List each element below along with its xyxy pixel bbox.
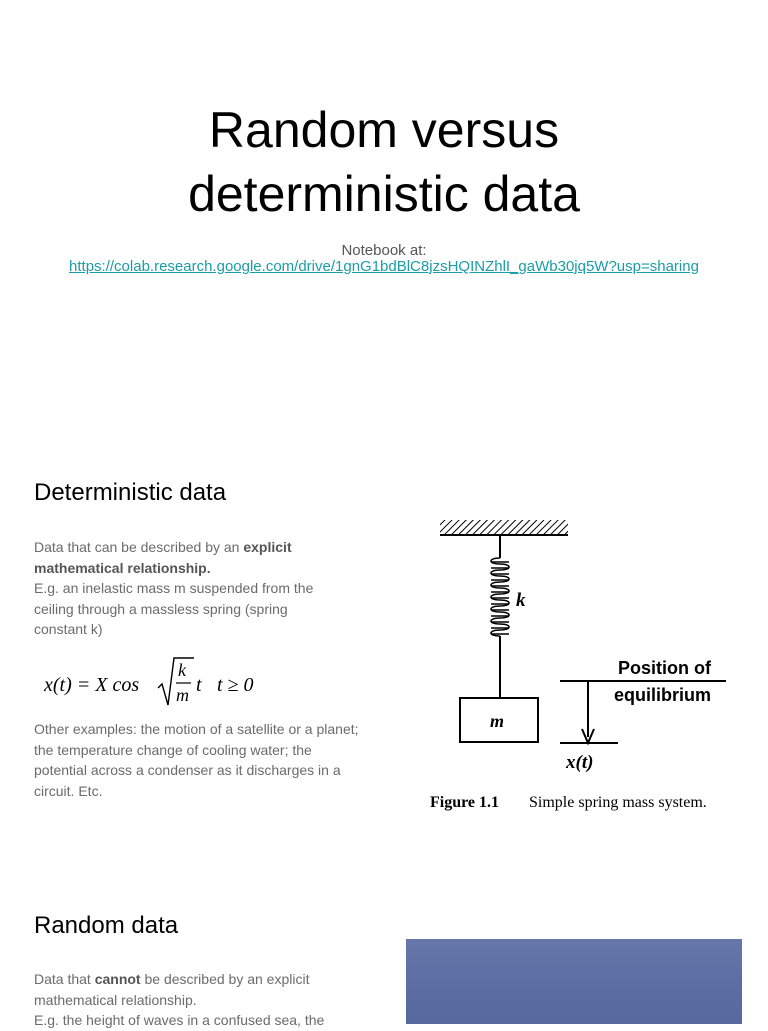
sea-waves-photo <box>406 939 742 1024</box>
spring-coil <box>491 558 509 636</box>
deterministic-example: E.g. an inelastic mass m suspended from the ceiling through a massless spring (spring constant k) <box>34 580 314 637</box>
formula <box>34 652 269 714</box>
random-desc-post: be described by an explicit mathematical relationship. <box>34 971 310 1008</box>
page-title <box>0 98 768 226</box>
equilibrium-label-2: equilibrium <box>614 685 712 705</box>
ceiling-hatch <box>440 520 568 534</box>
figure-caption-number: Figure 1.1 <box>430 794 500 811</box>
mass-label: m <box>490 711 505 731</box>
other-examples: Other examples: the motion of a satellite or a planet; the temperature change of cooling water; the potential across a condenser as it discharges in a circuit. Etc. <box>34 721 359 799</box>
deterministic-desc-bold: explicit mathematical relationship. <box>34 539 292 576</box>
formula-numerator: k <box>178 660 186 680</box>
random-desc-bold: cannot <box>94 971 141 987</box>
notebook-link[interactable]: https://colab.research.google.com/drive/1gnG1bdBlC8jzsHQINZhlI_gaWb30jq5W?usp=sharing <box>69 258 699 275</box>
displacement-label: x(t) <box>566 752 594 773</box>
figure-caption-text: Simple spring mass system. <box>529 794 707 811</box>
deterministic-description <box>34 537 344 640</box>
random-description <box>34 969 344 1031</box>
formula-condition: t ≥ 0 <box>217 674 254 696</box>
equilibrium-label-1: Position of <box>618 658 711 678</box>
formula-t: t <box>196 674 202 696</box>
spring-mass-figure <box>428 515 748 815</box>
random-heading: Random data <box>34 912 179 939</box>
random-example: E.g. the height of waves in a confused sea, the <box>34 1012 325 1028</box>
notebook-label: Notebook at: <box>341 242 427 259</box>
random-desc-pre: Data that <box>34 971 95 987</box>
deterministic-desc-text: Data that can be described by an <box>34 539 244 555</box>
spring-label: k <box>516 590 526 611</box>
formula-lhs: x(t) = X cos <box>44 674 140 696</box>
page-title-line-1: Random versus <box>208 102 560 158</box>
formula-denominator: m <box>176 685 189 705</box>
page-title-line-2: deterministic data <box>188 166 580 222</box>
deterministic-heading: Deterministic data <box>34 479 227 506</box>
